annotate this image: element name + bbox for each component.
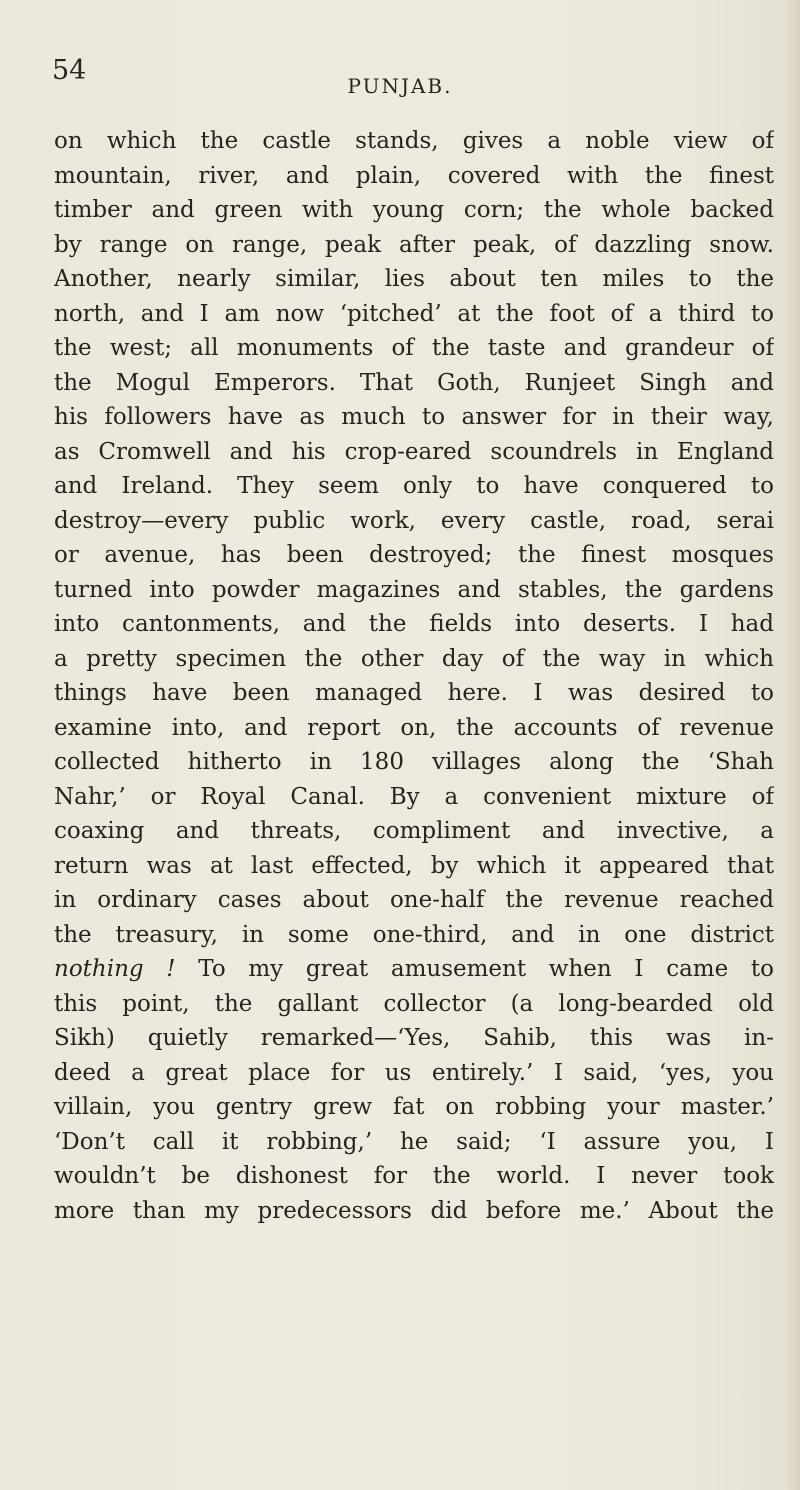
text-line: into cantonments, and the fields into deserts. I had xyxy=(54,611,774,637)
text-line-rest: To my great amusement when I came to xyxy=(198,956,774,982)
text-line: deed a great place for us entirely.’ I said, ‘yes, you xyxy=(54,1059,774,1086)
text-line: the treasury, in some one-third, and in one district xyxy=(54,921,774,948)
page-edge-shadow xyxy=(786,0,800,1490)
text-line: Nahr,’ or Royal Canal. By a convenient mixture of xyxy=(54,783,774,810)
body-text xyxy=(54,124,774,1228)
text-line-with-italic xyxy=(54,952,774,987)
text-line: or avenue, has been destroyed; the finest mosques xyxy=(54,542,774,568)
italic-emphasis: nothing ! xyxy=(54,956,176,982)
text-line: destroy—every public work, every castle, road, serai xyxy=(54,507,774,534)
text-line: timber and green with young corn; the whole backed xyxy=(54,197,774,223)
text-line: things have been managed here. I was desired to xyxy=(54,680,774,706)
text-line: the west; all monuments of the taste and grandeur of xyxy=(54,335,774,361)
text-line: a pretty specimen the other day of the way in which xyxy=(54,645,774,672)
text-line: turned into powder magazines and stables, the gardens xyxy=(54,576,774,603)
text-line: coaxing and threats, compliment and invective, a xyxy=(54,818,774,844)
text-line: by range on range, peak after peak, of dazzling snow. xyxy=(54,231,774,258)
text-line: the Mogul Emperors. That Goth, Runjeet Singh and xyxy=(54,369,774,396)
text-line: collected hitherto in 180 villages along the ‘Shah xyxy=(54,749,774,775)
text-line: Another, nearly similar, lies about ten miles to the xyxy=(54,266,774,292)
text-line: mountain, river, and plain, covered with the finest xyxy=(54,162,774,189)
text-line: as Cromwell and his crop-eared scoundrels in England xyxy=(54,438,774,465)
text-line: Sikh) quietly remarked—‘Yes, Sahib, this was in- xyxy=(54,1025,774,1051)
text-line: villain, you gentry grew fat on robbing your master.’ xyxy=(54,1094,774,1120)
running-title: PUNJAB. xyxy=(347,74,453,98)
text-line: wouldn’t be dishonest for the world. I never took xyxy=(54,1163,774,1189)
text-line: in ordinary cases about one-half the revenue reached xyxy=(54,887,774,913)
text-line: on which the castle stands, gives a noble view of xyxy=(54,128,774,154)
text-line: this point, the gallant collector (a long-bearded old xyxy=(54,990,774,1017)
text-line: north, and I am now ‘pitched’ at the foot of a third to xyxy=(54,300,774,327)
text-line: examine into, and report on, the accounts of revenue xyxy=(54,714,774,741)
text-line: return was at last effected, by which it appeared that xyxy=(54,852,774,879)
text-line: ‘Don’t call it robbing,’ he said; ‘I assure you, I xyxy=(54,1128,774,1155)
text-line: and Ireland. They seem only to have conquered to xyxy=(54,473,774,499)
text-line: his followers have as much to answer for in their way, xyxy=(54,404,774,430)
page-number: 54 xyxy=(52,55,87,86)
text-line: more than my predecessors did before me.’ About the xyxy=(54,1197,774,1224)
